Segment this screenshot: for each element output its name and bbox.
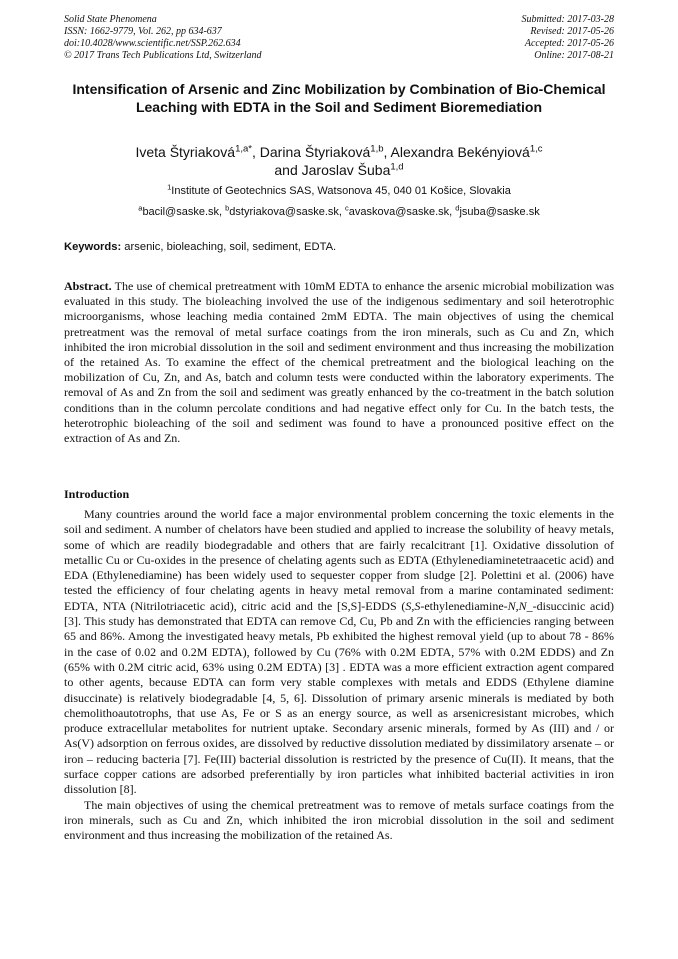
accepted-date: Accepted: 2017-05-26: [524, 38, 614, 49]
author-separator: ,: [383, 144, 391, 160]
issn: ISSN: 1662-9779, Vol. 262, pp 634-637: [64, 26, 222, 37]
email-link[interactable]: jsuba@saske.sk: [459, 206, 540, 218]
author-name: Alexandra Bekényiová: [390, 144, 530, 160]
introduction-paragraph: The main objectives of using the chemical pretreatment was to remove of metals surface coatings from the iron minerals, such as Cu and Zn, which inhibited the iron microbial dissolution in the soil and sediment environment and thus increasing the mobilization of the retained As.: [64, 797, 614, 843]
abstract-label: Abstract.: [64, 279, 112, 293]
email-sup: c: [345, 203, 349, 213]
author-sup: 1,b: [370, 143, 384, 155]
abstract: [64, 279, 614, 446]
author-list: [64, 143, 614, 179]
submitted-date: Submitted: 2017-03-28: [521, 14, 614, 25]
introduction-heading: Introduction: [64, 487, 130, 501]
author-separator: ,: [252, 144, 260, 160]
introduction-paragraph: [64, 507, 614, 798]
affiliation-text: Institute of Geotechnics SAS, Watsonova 45, 040 01 Košice, Slovakia: [171, 185, 511, 197]
copyright: © 2017 Trans Tech Publications Ltd, Switzerland: [64, 50, 262, 61]
keywords-label: Keywords:: [64, 241, 122, 253]
abstract-text: The use of chemical pretreatment with 10mM EDTA to enhance the arsenic microbial mobilization was evaluated in this study. The bioleaching involved the use of the indigenous sedimentary and soil heterotrophic microorganisms, whose leaching media contained 2mM EDTA. The main objectives of using the chemical pretreatment was the removal of metal surface coatings from the iron minerals, such as Cu and Zn, which inhibited the iron microbial dissolution in the soil and sediment environment and thus increasing the mobilization of the retained As. To examine the effect of the chemical pretreatment and the biological leaching on the mobilization of Cu, Zn, and As, batch and column tests were conducted within the laboratory experiments. The removal of As and Zn from the soil and sediment was greatly enhanced by the co-treatment in the batch solution conditions than in the column percolate conditions and had negative effect only for Cu. In the batch tests, the heterotrophic bioleaching of the soil and sediment was found to have a pronounced positive effect on the extraction of As and Zn.: [64, 279, 614, 446]
affiliation-sup: 1: [167, 182, 172, 192]
revised-date: Revised: 2017-05-26: [530, 26, 614, 37]
introduction-body: [64, 507, 614, 844]
author-sup: 1,d: [390, 161, 404, 173]
journal-info: [64, 14, 262, 62]
author-and: and: [274, 162, 302, 178]
keywords-text: arsenic, bioleaching, soil, sediment, EDTA.: [121, 241, 337, 253]
doi: doi:10.4028/www.scientific.net/SSP.262.634: [64, 38, 241, 49]
email-sup: b: [225, 203, 230, 213]
author-name: Jaroslav Šuba: [301, 162, 391, 178]
paragraph-text: Many countries around the world face a major environmental problem concerning the toxic elements in the soil and sediment. A number of chelators have been studied and applied to increase the solubility of heavy metals, some of which are readily biodegradable and others that are fairly recalcitrant [1]. Oxidative dissolution of metallic Cu or Cu-oxides in the presence of chelating agents such as EDTA (Ethylenediaminetetraacetic acid) and EDA (Ethylenediamine) has been widely used to sequester copper from sludge [2]. Polettini et al. (2006) have tested the efficiency of four chelating agents in heavy metal removal from a marine contaminated sediment: EDTA, NTA (Nitrilotriacetic acid), citric acid and the [S,S]-EDDS (: [64, 507, 614, 613]
email-link[interactable]: dstyriakova@saske.sk,: [229, 206, 346, 218]
author-name: Darina Štyriaková: [259, 144, 371, 160]
email-sup: d: [455, 203, 460, 213]
online-date: Online: 2017-08-21: [534, 50, 614, 61]
italic-text: S,S: [405, 598, 421, 613]
italic-text: N,N_: [507, 598, 533, 613]
email-link[interactable]: avaskova@saske.sk,: [348, 206, 456, 218]
author-emails: [64, 205, 614, 219]
keywords: [64, 240, 614, 254]
author-name: Iveta Štyriaková: [135, 144, 236, 160]
affiliation: [64, 184, 614, 198]
email-link[interactable]: bacil@saske.sk,: [142, 206, 226, 218]
paragraph-text: -disuccinic acid) [3]. This study has demonstrated that EDTA can remove Cd, Cu, Pb and Zn with the efficiencies ranging between 65 and 86%. Among the investigated heavy metals, Pb exhibited the highest removal yield (up to about 78 - 86% in the case of 0.02 and 0.2M EDTA), followed by Cu (76% with 0.2M EDTA, 57% with 0.2M EDDS) and Zn (65% with 0.2M citric acid, 63% using 0.2M EDTA) [3] . EDTA was a more efficient extraction agent compared to other agents, because EDTA can form very stable complexes with metals and EDDS (Ethylene diamine disuccinate) is relatively biodegradable [4, 5, 6]. Dissolution of primary arsenic minerals is mediated by both chemolithoautotrophs, that use As, Fe or S as an energy source, as well as arsenicresistant microbes, which produce extracellular metabolites for nutrient uptake. Secondary arsenic minerals, formed by As (III) and / or As(V) adsorption on ferrous oxides, are dissolved by reductive dissolution mediated by dissimilatory arsenate – or iron – reducing bacteria [7]. Fe(III) bacterial dissolution is restricted by the presence of Cu(II). It means, that the surface copper cations are adsorbed preferentially by iron particles what inhibited bacterial activities in iron dissolution [8].: [64, 598, 614, 797]
paper-title: Intensification of Arsenic and Zinc Mobilization by Combination of Bio-Chemical Leaching with EDTA in the Soil and Sediment Bioremediation: [72, 81, 606, 115]
publication-dates: [522, 14, 615, 62]
author-sup: 1,a*: [235, 143, 252, 155]
journal-name: Solid State Phenomena: [64, 14, 157, 25]
paragraph-text: -ethylenediamine-: [420, 598, 508, 613]
author-sup: 1,c: [529, 143, 543, 155]
email-sup: a: [138, 203, 143, 213]
